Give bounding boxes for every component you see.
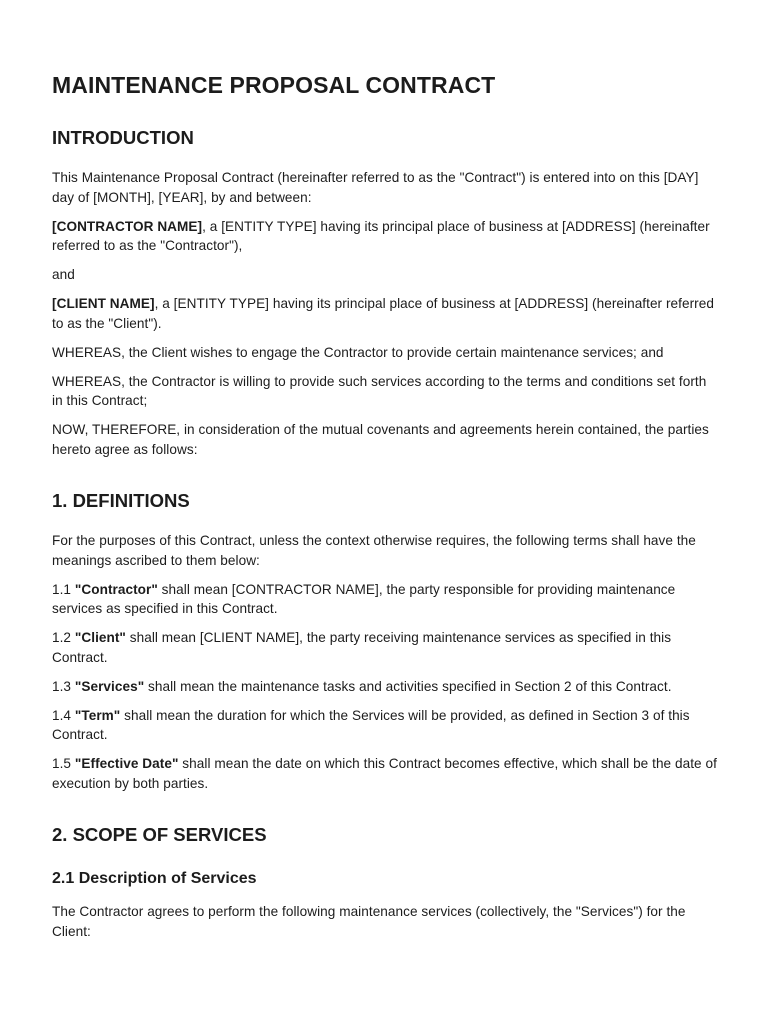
definition-item bbox=[52, 706, 720, 745]
definition-item bbox=[52, 754, 720, 793]
definition-number: 1.3 bbox=[52, 678, 75, 694]
definition-term: "Client" bbox=[74, 630, 126, 645]
definitions-intro: For the purposes of this Contract, unless the context otherwise requires, the following terms shall have the meanings ascribed to them below: bbox=[52, 533, 696, 568]
intro-paragraph: This Maintenance Proposal Contract (hereinafter referred to as the "Contract") is entered into on this [DAY] day of [MONTH], [YEAR], by and between: bbox=[52, 170, 699, 205]
contractor-party-paragraph bbox=[52, 217, 720, 256]
definition-text: shall mean [CONTRACTOR NAME], the party responsible for providing maintenance services as specified in this Contract. bbox=[52, 581, 676, 616]
definition-term: "Effective Date" bbox=[74, 756, 179, 771]
introduction-heading: INTRODUCTION bbox=[52, 127, 194, 148]
definition-text: shall mean [CLIENT NAME], the party receiving maintenance services as specified in this Contract. bbox=[52, 630, 672, 665]
definition-number: 1.5 bbox=[52, 756, 75, 771]
definition-text: shall mean the maintenance tasks and activities specified in Section 2 of this Contract. bbox=[144, 678, 672, 694]
definition-item bbox=[52, 628, 720, 667]
definition-term: "Contractor" bbox=[74, 581, 158, 597]
definition-item bbox=[52, 580, 720, 619]
client-name-placeholder: [CLIENT NAME] bbox=[52, 296, 155, 311]
definition-term: "Term" bbox=[74, 707, 121, 723]
definition-term: "Services" bbox=[74, 678, 145, 694]
and-paragraph: and bbox=[52, 267, 75, 282]
whereas-paragraph-2: WHEREAS, the Contractor is willing to provide such services according to the terms and conditions set forth in this Contract; bbox=[52, 373, 707, 408]
definition-number: 1.2 bbox=[52, 630, 75, 645]
scope-paragraph: The Contractor agrees to perform the following maintenance services (collectively, the "Services") for the Client: bbox=[52, 904, 686, 939]
definition-text: shall mean the date on which this Contract becomes effective, which shall be the date of execution by both parties. bbox=[52, 756, 717, 791]
now-therefore-paragraph: NOW, THEREFORE, in consideration of the mutual covenants and agreements herein contained, the parties hereto agree as follows: bbox=[52, 422, 709, 457]
client-party-text: , a [ENTITY TYPE] having its principal place of business at [ADDRESS] (hereinafter referred to as the "Client"). bbox=[52, 296, 714, 331]
scope-heading: 2. SCOPE OF SERVICES bbox=[52, 824, 267, 845]
document-title: MAINTENANCE PROPOSAL CONTRACT bbox=[52, 72, 496, 98]
client-party-paragraph bbox=[52, 294, 720, 333]
definition-number: 1.1 bbox=[52, 581, 75, 597]
definition-item bbox=[52, 677, 720, 697]
definitions-heading: 1. DEFINITIONS bbox=[52, 490, 190, 511]
definition-number: 1.4 bbox=[52, 707, 75, 723]
description-of-services-heading: 2.1 Description of Services bbox=[52, 870, 257, 887]
contractor-name-placeholder: [CONTRACTOR NAME] bbox=[52, 218, 203, 234]
definition-text: shall mean the duration for which the Services will be provided, as defined in Section 3 of this Contract. bbox=[52, 707, 690, 742]
whereas-paragraph-1: WHEREAS, the Client wishes to engage the Contractor to provide certain maintenance services; and bbox=[52, 344, 664, 360]
contractor-party-text: , a [ENTITY TYPE] having its principal place of business at [ADDRESS] (hereinafter referred to as the "Contractor"), bbox=[52, 218, 710, 253]
